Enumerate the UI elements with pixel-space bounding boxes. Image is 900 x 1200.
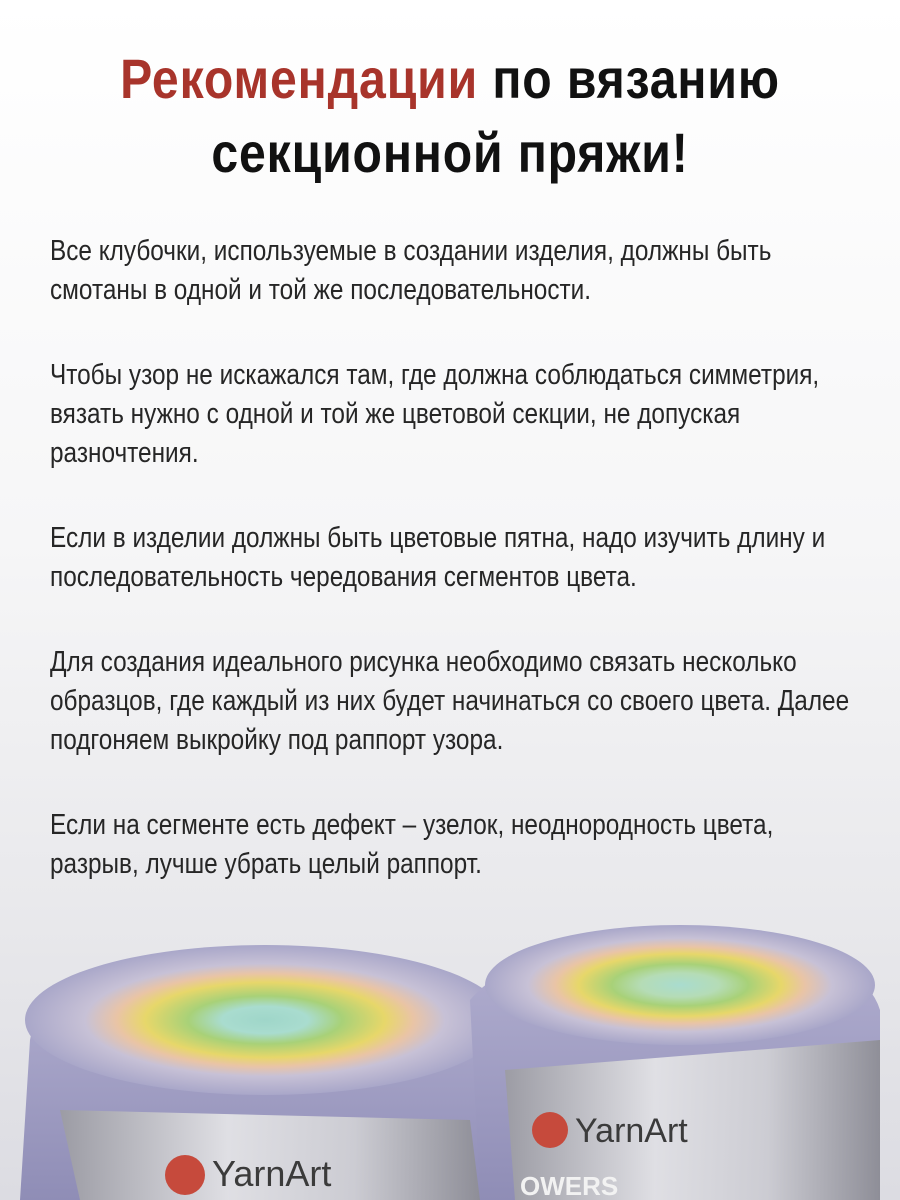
label-partial: OWERS: [520, 1171, 619, 1200]
yarn-photo: [0, 890, 900, 1200]
yarn-skein-right: [470, 925, 880, 1200]
yarnart-logo-left: [165, 1153, 331, 1195]
title-accent: Рекомендации: [120, 47, 479, 110]
paragraph-5: Если на сегменте есть дефект – узелок, неоднородность цвета, разрыв, лучше убрать целый раппорт.: [50, 809, 774, 880]
recommendations-text: [50, 232, 870, 930]
brand-right: YarnArt: [575, 1112, 688, 1150]
page-title: [63, 42, 837, 190]
yarnart-logo-right: [532, 1112, 688, 1150]
title-rest: по вязанию: [492, 47, 780, 110]
paragraph-4: Для создания идеального рисунка необходимо связать несколько образцов, где каждый из них будет начинаться со своего цвета. Далее подгоняем выкройку под раппорт узора.: [50, 646, 850, 756]
yarn-ball-icon: [165, 1155, 205, 1195]
title-line2: секционной пряжи!: [211, 121, 689, 184]
paragraph-1: Все клубочки, используемые в создании изделия, должны быть смотаны в одной и той же последовательности.: [50, 235, 772, 306]
brand-left: YarnArt: [212, 1153, 332, 1194]
paragraph-2: Чтобы узор не искажался там, где должна соблюдаться симметрия, вязать нужно с одной и той же цветовой секции, не допуская разночтения.: [50, 359, 820, 469]
yarn-ball-icon: [532, 1112, 568, 1148]
yarn-skein-left: [20, 945, 510, 1200]
paragraph-3: Если в изделии должны быть цветовые пятна, надо изучить длину и последовательность чередования сегментов цвета.: [50, 522, 826, 593]
